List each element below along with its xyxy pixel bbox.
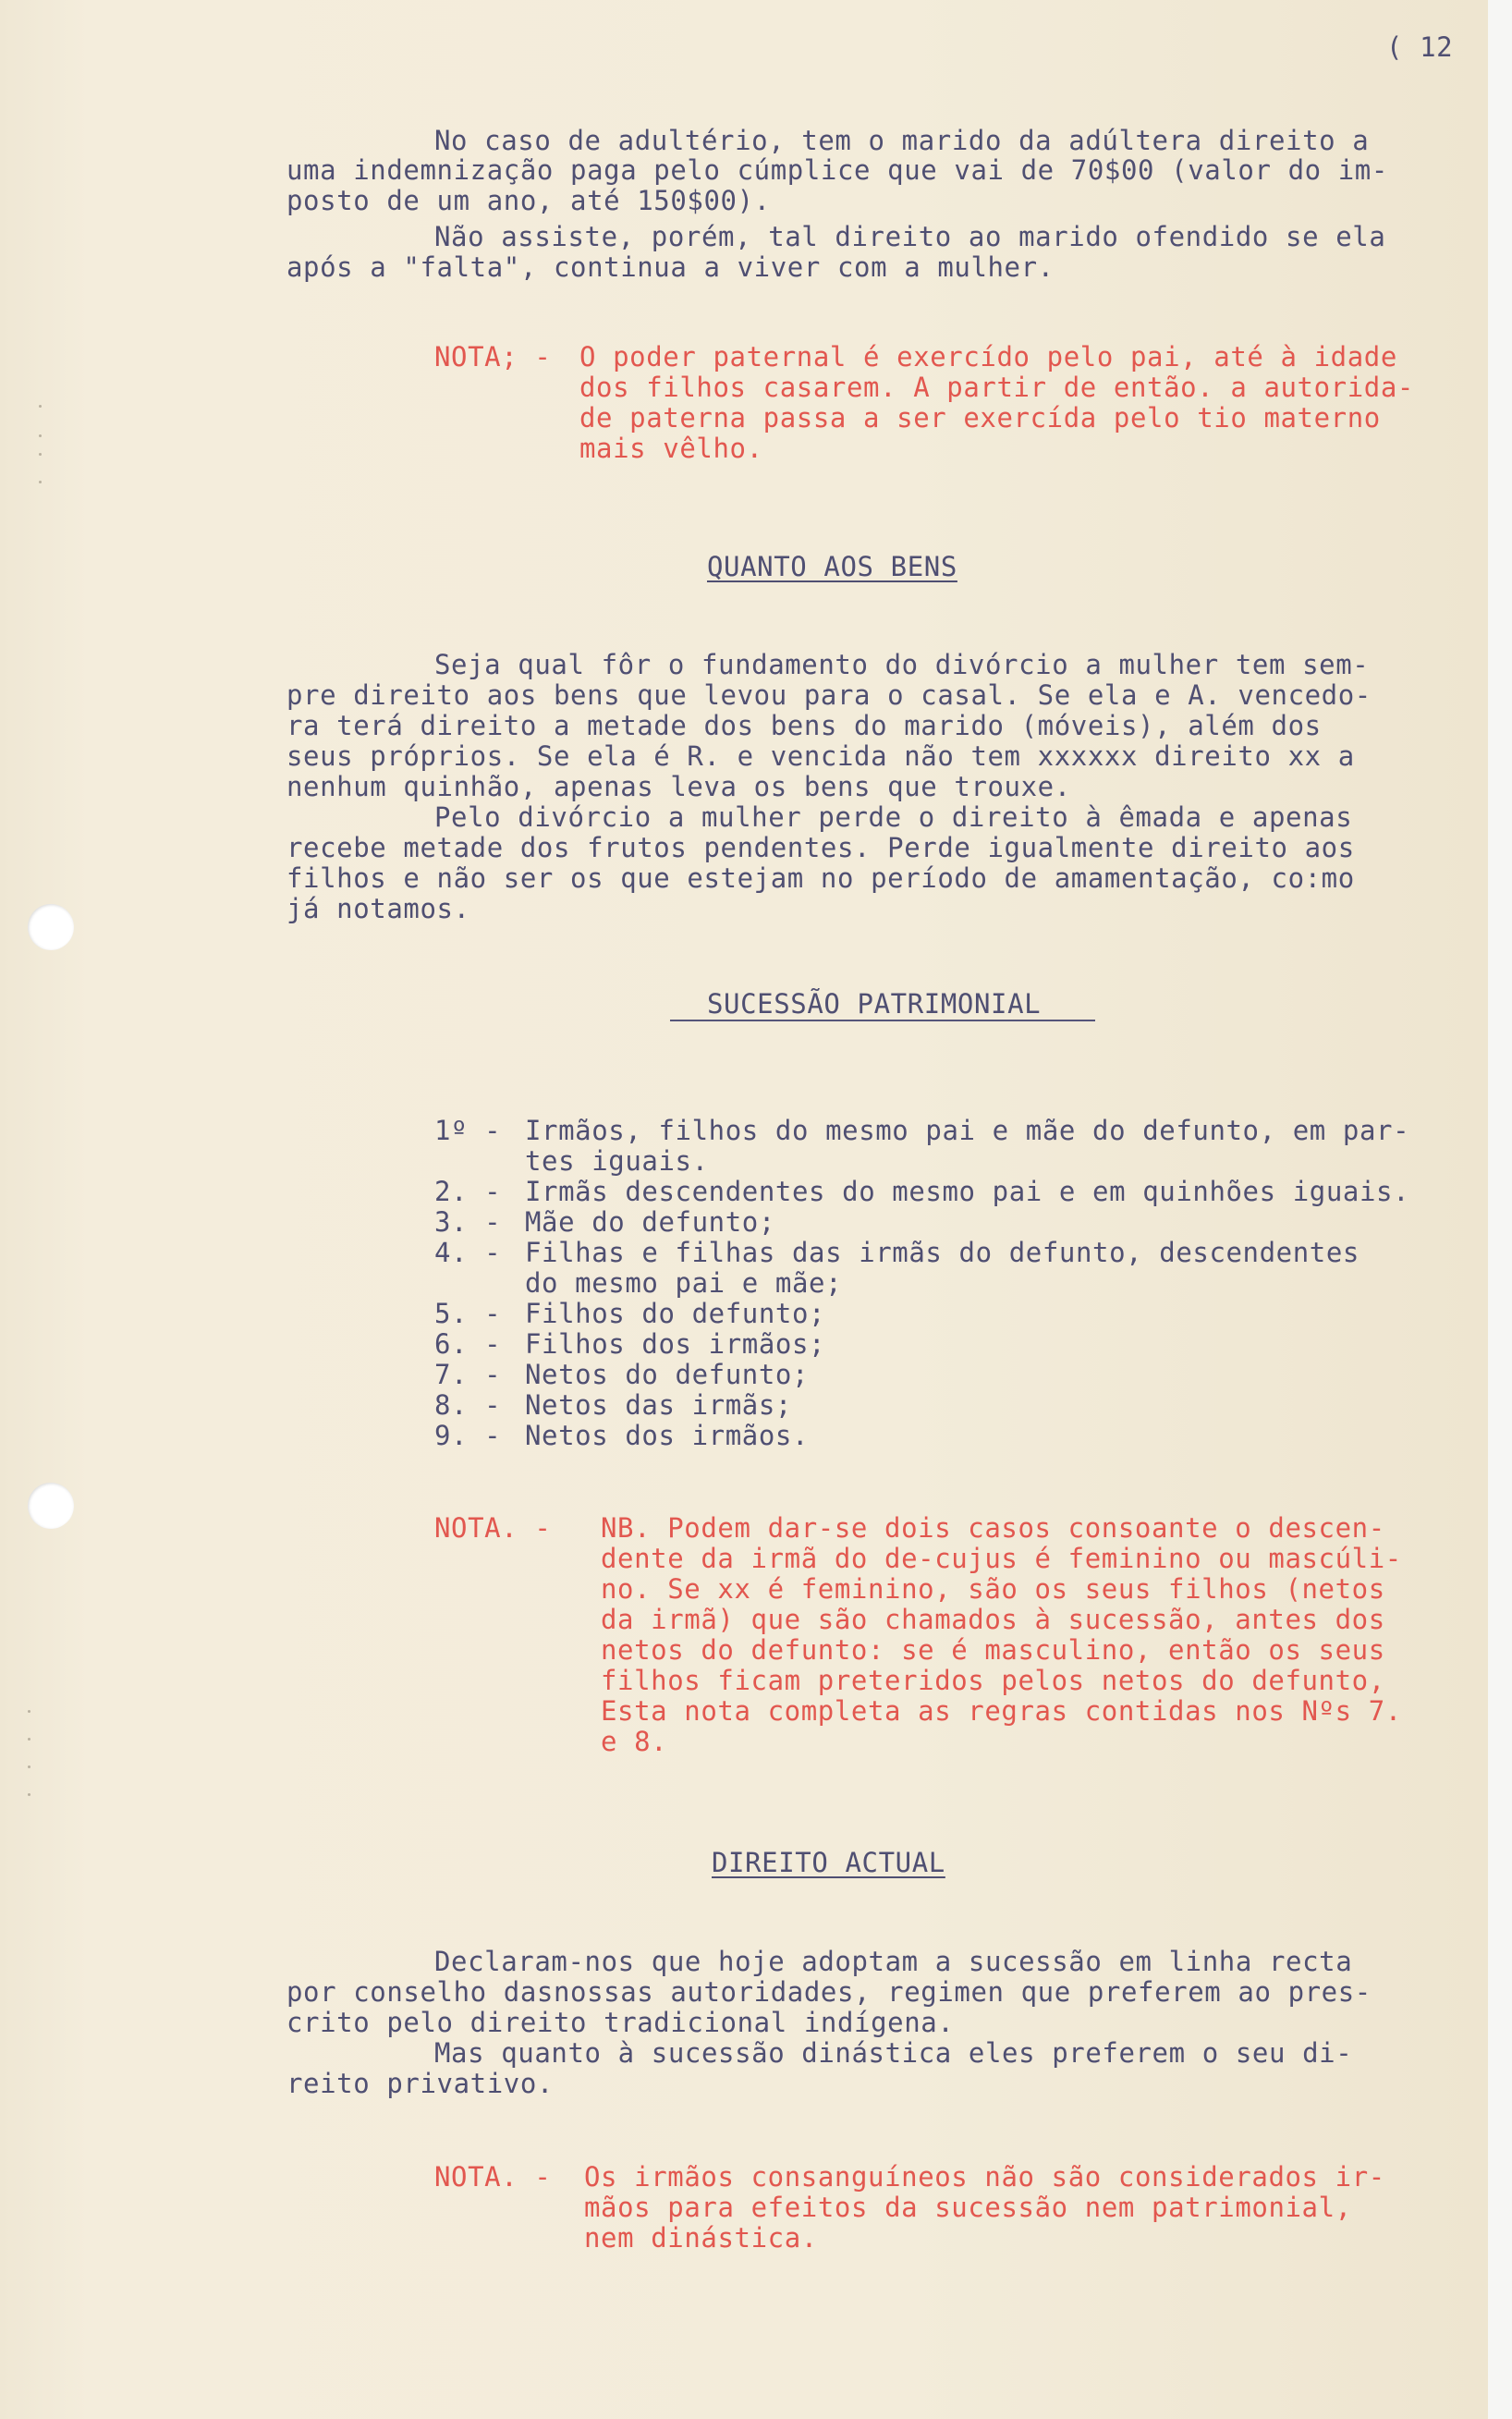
pin-mark <box>28 1765 30 1768</box>
text-line: por conselho dasnossas autoridades, regimen que preferem ao pres- <box>287 1976 1372 2008</box>
pin-mark <box>28 1710 30 1713</box>
list-number: 4. - <box>434 1237 502 1268</box>
list-item: Netos das irmãs; <box>525 1389 792 1421</box>
nota-line: Esta nota completa as regras contidas nos Nºs 7. <box>601 1695 1402 1727</box>
text-line: posto de um ano, até 150$00). <box>287 185 771 216</box>
pin-mark <box>39 481 42 483</box>
list-number: 7. - <box>434 1359 502 1390</box>
nota-line: de paterna passa a ser exercída pelo tio materno <box>579 402 1381 434</box>
text-line: nenhum quinhão, apenas leva os bens que trouxe. <box>287 771 1071 802</box>
text-line: Declaram-nos que hoje adoptam a sucessão em linha recta <box>434 1946 1353 1977</box>
heading-quanto-aos-bens: QUANTO AOS BENS <box>707 551 957 582</box>
nota-line: mãos para efeitos da sucessão nem patrimonial, <box>584 2192 1352 2223</box>
list-item: Mãe do defunto; <box>525 1206 775 1238</box>
pin-mark <box>28 1793 30 1796</box>
pin-mark <box>39 453 42 456</box>
pin-mark <box>39 434 42 437</box>
list-number: 5. - <box>434 1298 502 1329</box>
nota-label: NOTA; - <box>434 341 552 373</box>
list-item: Netos dos irmãos. <box>525 1420 810 1451</box>
text-line: ra terá direito a metade dos bens do marido (móveis), além dos <box>287 710 1322 741</box>
text-line: No caso de adultério, tem o marido da adúltera direito a <box>434 125 1370 156</box>
text-line: pre direito aos bens que levou para o casal. Se ela e A. vencedo- <box>287 679 1372 711</box>
text-line: Pelo divórcio a mulher perde o direito à êmada e apenas <box>434 801 1353 833</box>
punch-hole-top <box>28 904 74 950</box>
list-item-cont: tes iguais. <box>525 1145 709 1177</box>
nota-line: dos filhos casarem. A partir de então. a autorida- <box>579 372 1414 403</box>
nota-line: e 8. <box>601 1726 668 1757</box>
list-item: Filhos do defunto; <box>525 1298 826 1329</box>
punch-hole-bottom <box>28 1483 74 1529</box>
nota-line: O poder paternal é exercído pelo pai, até à idade <box>579 341 1397 373</box>
text-line: recebe metade dos frutos pendentes. Perde igualmente direito aos <box>287 832 1355 863</box>
nota-line: da irmã) que são chamados à sucessão, antes dos <box>601 1604 1385 1635</box>
text-line: filhos e não ser os que estejam no período de amamentação, co:mo <box>287 862 1355 894</box>
list-item: Irmãs descendentes do mesmo pai e em quinhões iguais. <box>525 1176 1410 1207</box>
nota-line: dente da irmã do de-cujus é feminino ou mascúli- <box>601 1543 1402 1574</box>
page-edge <box>1488 0 1512 2419</box>
text-line: Mas quanto à sucessão dinástica eles preferem o seu di- <box>434 2037 1353 2069</box>
heading-sucessao-patrimonial: SUCESSÃO PATRIMONIAL <box>707 988 1042 1020</box>
pin-mark <box>28 1738 30 1741</box>
nota-line: NB. Podem dar-se dois casos consoante o descen- <box>601 1512 1385 1544</box>
text-line: seus próprios. Se ela é R. e vencida não tem xxxxxx direito xx a <box>287 740 1355 772</box>
text-line: já notamos. <box>287 893 470 924</box>
text-line: uma indemnização paga pelo cúmplice que vai de 70$00 (valor do im- <box>287 154 1388 186</box>
list-item: Filhos dos irmãos; <box>525 1328 826 1360</box>
list-item: Netos do defunto; <box>525 1359 810 1390</box>
heading-direito-actual: DIREITO ACTUAL <box>712 1847 945 1878</box>
nota-line: filhos ficam preteridos pelos netos do defunto, <box>601 1665 1385 1696</box>
list-number: 6. - <box>434 1328 502 1360</box>
list-item: Filhas e filhas das irmãs do defunto, descendentes <box>525 1237 1360 1268</box>
list-number: 3. - <box>434 1206 502 1238</box>
page-number: ( 12 <box>1386 31 1454 63</box>
text-line: Seja qual fôr o fundamento do divórcio a mulher tem sem- <box>434 649 1370 680</box>
text-line: reito privativo. <box>287 2068 554 2099</box>
text-line: Não assiste, porém, tal direito ao marido ofendido se ela <box>434 221 1386 252</box>
text-line: crito pelo direito tradicional indígena. <box>287 2007 955 2038</box>
pin-mark <box>39 405 42 408</box>
list-item: Irmãos, filhos do mesmo pai e mãe do defunto, em par- <box>525 1115 1410 1146</box>
nota-line: netos do defunto: se é masculino, então os seus <box>601 1634 1385 1666</box>
list-number: 1º - <box>434 1115 502 1146</box>
nota-line: Os irmãos consanguíneos não são considerados ir- <box>584 2161 1385 2193</box>
nota-label: NOTA. - <box>434 1512 552 1544</box>
list-number: 9. - <box>434 1420 502 1451</box>
text-line: após a "falta", continua a viver com a mulher. <box>287 251 1055 283</box>
nota-line: mais vêlho. <box>579 433 763 464</box>
list-number: 2. - <box>434 1176 502 1207</box>
nota-line: nem dinástica. <box>584 2222 818 2254</box>
list-number: 8. - <box>434 1389 502 1421</box>
nota-label: NOTA. - <box>434 2161 552 2193</box>
heading-underline <box>670 1020 1095 1021</box>
list-item-cont: do mesmo pai e mãe; <box>525 1267 843 1299</box>
nota-line: no. Se xx é feminino, são os seus filhos (netos <box>601 1573 1385 1605</box>
